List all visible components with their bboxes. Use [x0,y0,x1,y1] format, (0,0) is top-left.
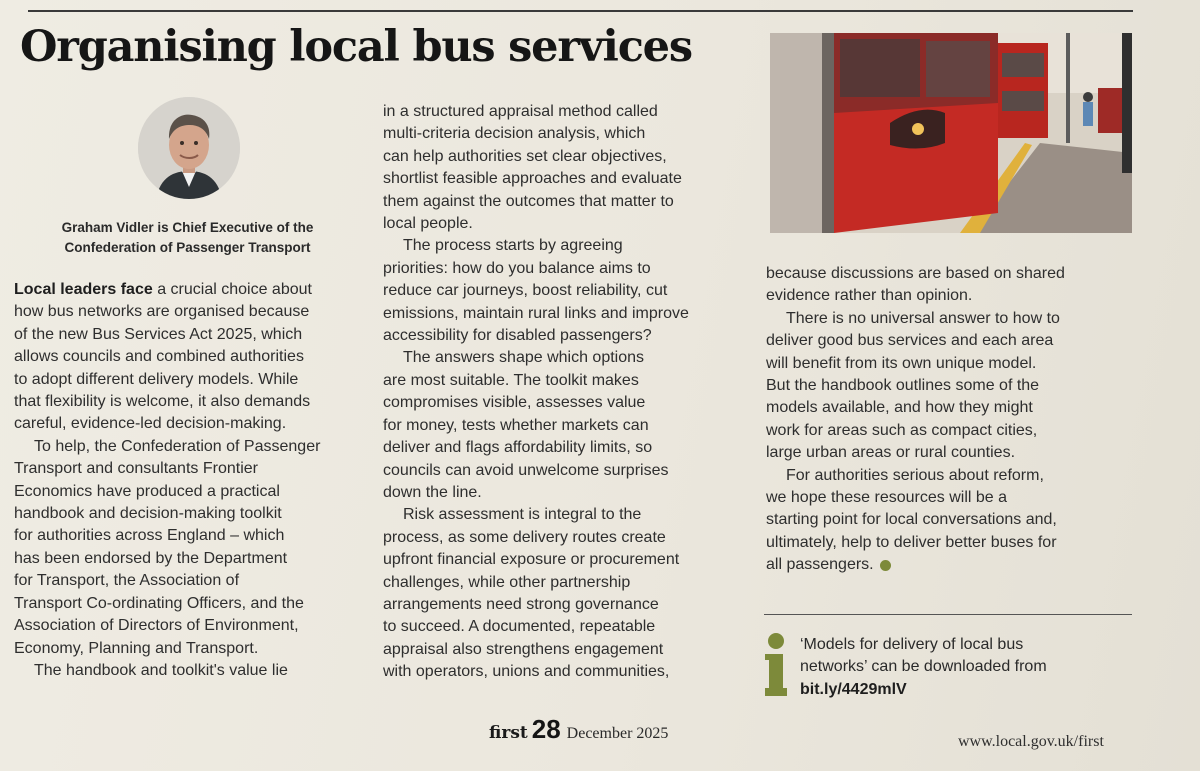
magazine-brand: first [489,723,528,743]
article-headline: Organising local bus services [20,22,692,72]
text-line: There is no universal answer to how to [786,309,1060,327]
author-portrait-icon [138,97,240,199]
text-line: for Transport, the Association of [14,572,240,590]
text-line: allows councils and combined authorities [14,348,304,366]
info-line: networks’ can be downloaded from [800,658,1047,676]
text-line: for money, tests whether markets can [383,416,649,434]
text-line: deliver good bus services and each area [766,332,1054,350]
text-line: how bus networks are organised because [14,303,310,321]
text-line: with operators, unions and communities, [383,663,670,681]
lead-in: Local leaders face [14,281,153,298]
info-icon [763,632,789,696]
text-line: to adopt different delivery models. While [14,370,299,388]
top-rule [28,10,1133,12]
article-column-1 [14,279,364,682]
text-line: in a structured appraisal method called [383,103,658,120]
text-line: Economics have produced a practical [14,482,280,500]
author-byline [20,218,355,258]
info-line: ‘Models for delivery of local bus [800,636,1024,653]
red-bus-photo-icon [770,33,1132,233]
text-line: evidence rather than opinion. [766,287,973,305]
text-line: handbook and decision-making toolkit [14,505,282,523]
text-line: For authorities serious about reform, [786,466,1044,484]
text-line: The answers shape which options [403,349,645,367]
text-line: Local leaders face a crucial choice about [14,281,312,298]
text-line: starting point for local conversations and, [766,511,1057,529]
text-line: has been endorsed by the Department [14,549,288,567]
text-line: of the new Bus Services Act 2025, which [14,325,303,343]
text-line: compromises visible, assesses value [383,394,646,412]
text-line: deliver and flags affordability limits, so [383,439,653,457]
text-line: them against the outcomes that matter to [383,192,674,210]
text-line: models available, and how they might [766,399,1033,417]
text-line: challenges, while other partnership [383,573,631,591]
download-link[interactable]: bit.ly/4429mlV [800,680,907,698]
text-line: ultimately, help to deliver better buses for [766,533,1057,551]
text-line: arrangements need strong governance [383,595,659,613]
info-divider [764,614,1132,615]
text-line: shortlist feasible approaches and evaluate [383,170,682,188]
text-line: accessibility for disabled passengers? [383,327,652,345]
text-line: upfront financial exposure or procurement [383,551,680,569]
text-line: Association of Directors of Environment, [14,617,299,635]
text-line: Risk assessment is integral to the [403,506,642,524]
text-line: reduce car journeys, boost reliability, cut [383,282,668,300]
text-line: Transport and consultants Frontier [14,460,258,478]
byline-line: Confederation of Passenger Transport [64,240,311,255]
article-column-3 [766,263,1131,577]
text-line: appraisal also strengthens engagement [383,640,664,658]
text-line: because discussions are based on shared [766,265,1065,282]
text-line: priorities: how do you balance aims to [383,259,651,277]
text-line: large urban areas or rural counties. [766,444,1016,462]
text-line: that flexibility is welcome, it also demands [14,393,311,411]
text-line: process, as some delivery routes create [383,528,666,546]
text-line: Transport Co-ordinating Officers, and the [14,594,304,612]
text-line: to succeed. A documented, repeatable [383,618,656,636]
page-folio [489,714,668,745]
end-mark-icon [880,560,891,571]
text-line: for authorities across England – which [14,527,285,545]
text-line: down the line. [383,483,482,501]
text-line: emissions, maintain rural links and improve [383,304,689,322]
article-column-2 [383,101,753,684]
text-line: will benefit from its own unique model. [766,354,1037,372]
text-line: multi-criteria decision analysis, which [383,125,646,143]
text-line: local people. [383,215,473,233]
byline-line: Graham Vidler is Chief Executive of the [61,220,314,235]
site-url[interactable]: www.local.gov.uk/first [958,733,1104,750]
text-line: But the handbook outlines some of the [766,377,1040,395]
text-line: Economy, Planning and Transport. [14,639,259,657]
text-line: To help, the Confederation of Passenger [34,437,321,455]
text-line: councils can avoid unwelcome surprises [383,461,669,479]
text-line: we hope these resources will be a [766,489,1008,507]
page-number: 28 [531,714,561,744]
text-line: The handbook and toolkit's value lie [34,661,288,679]
text-line: can help authorities set clear objectives, [383,147,667,165]
text-line: careful, evidence-led decision-making. [14,415,287,433]
text-line: work for areas such as compact cities, [766,421,1038,439]
issue-date: December 2025 [566,725,669,742]
text-line: The process starts by agreeing [403,237,623,255]
info-box [800,634,1130,701]
text-line: are most suitable. The toolkit makes [383,371,639,389]
text-line: all passengers. [766,554,1131,576]
